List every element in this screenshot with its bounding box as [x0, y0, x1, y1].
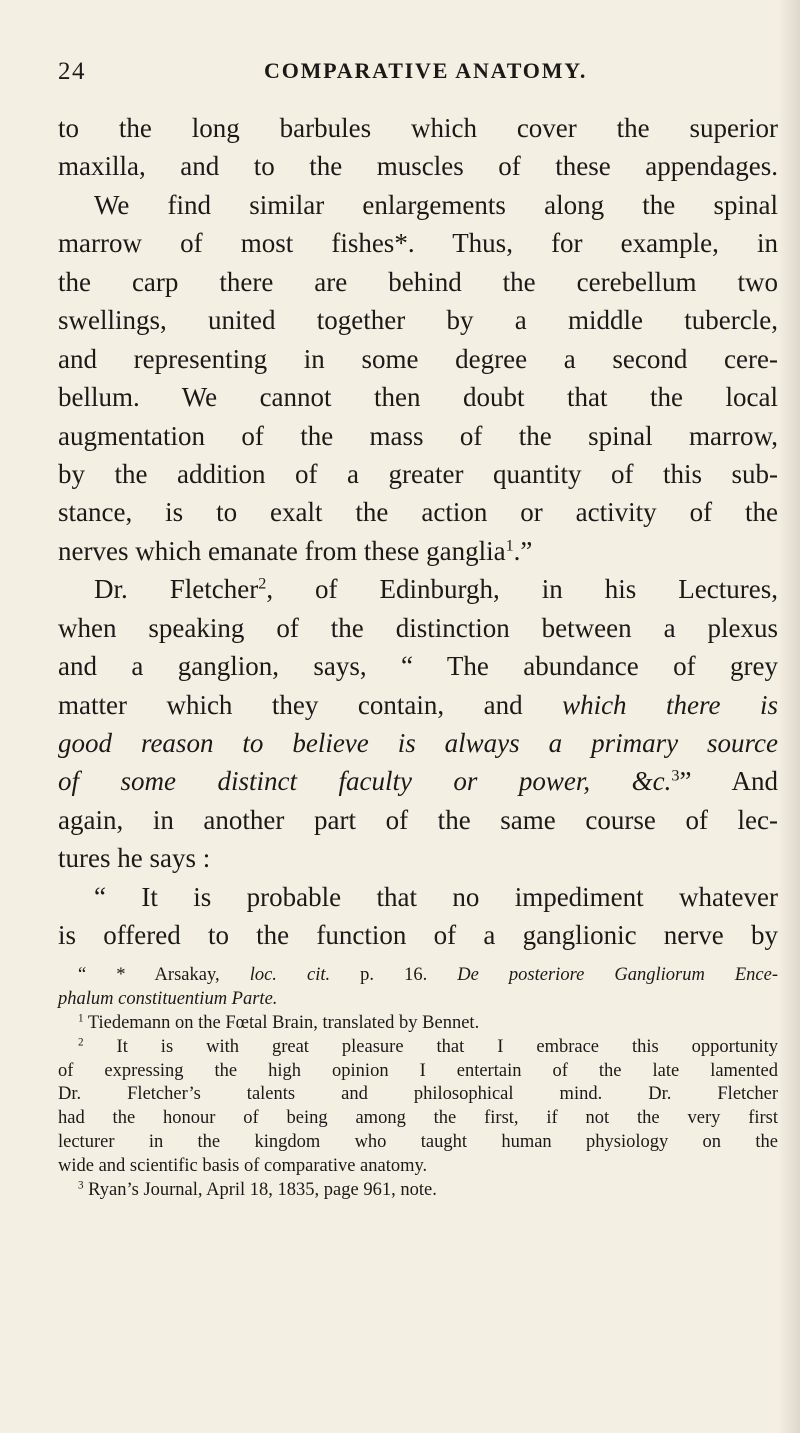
- italic-run: which there is: [562, 689, 779, 720]
- footnote-line: [58, 1179, 778, 1203]
- text-line: bellum. We cannot then doubt that the local: [58, 382, 778, 413]
- text-line: when speaking of the distinction between a plexus: [58, 612, 778, 643]
- footnote-line: [58, 988, 778, 1012]
- text-line: the carp there are behind the cerebellum two: [58, 266, 778, 297]
- italic-run: De posteriore Gangliorum Ence-: [457, 965, 778, 985]
- footnote-line: of expressing the high opinion I entertain of the late lamented: [58, 1060, 778, 1081]
- footnote-line: [58, 964, 778, 988]
- text-run: , of Edinburgh, in his Lectures,: [266, 574, 778, 605]
- running-head: [58, 58, 778, 98]
- footnote-line: [58, 1012, 778, 1036]
- text-run: It is with great pleasure that I embrace this opportunity: [116, 1036, 779, 1057]
- running-title: COMPARATIVE ANATOMY.: [264, 58, 588, 83]
- text-run: .”: [513, 535, 533, 566]
- page-number: 24: [58, 58, 86, 85]
- text-line: stance, is to exalt the action or activity of the: [58, 497, 778, 528]
- text-run: matter which they contain, and: [58, 689, 523, 720]
- body-text: [58, 109, 778, 955]
- text-line: [58, 724, 778, 762]
- text-line: “ It is probable that no impediment whatever: [94, 881, 778, 912]
- italic-run: phalum constituentium Parte.: [58, 988, 278, 1009]
- footnotes: [58, 964, 778, 1203]
- text-line: [58, 570, 778, 608]
- text-line: marrow of most fishes*. Thus, for example, in: [58, 228, 778, 259]
- italic-run: good reason to believe is always a primary source: [58, 728, 778, 758]
- text-line: and representing in some degree a second cere-: [58, 343, 778, 374]
- text-line: swellings, united together by a middle tubercle,: [58, 305, 778, 336]
- footnote-marker: 3: [78, 1179, 84, 1192]
- text-run: p. 16.: [360, 965, 428, 985]
- text-line: is offered to the function of a ganglionic nerve by: [58, 920, 778, 951]
- text-line: tures he says :: [58, 843, 211, 874]
- text-line: [58, 762, 778, 800]
- text-line: to the long barbules which cover the superior: [58, 113, 778, 143]
- text-line: again, in another part of the same course of lec-: [58, 804, 778, 835]
- text-run: Dr. Fletcher: [94, 574, 259, 605]
- footnote-ref: 2: [258, 574, 267, 593]
- footnote-line: had the honour of being among the first, if not the very first: [58, 1108, 778, 1129]
- page-spine-shadow: [778, 0, 800, 1433]
- text-run: ” And: [679, 766, 778, 797]
- text-line: maxilla, and to the muscles of these appendages.: [58, 151, 778, 182]
- footnote-line: [58, 1036, 778, 1060]
- footnote-line: lecturer in the kingdom who taught human physiology on the: [58, 1132, 778, 1153]
- footnote-line: Dr. Fletcher’s talents and philosophical mind. Dr. Fletcher: [58, 1084, 778, 1105]
- text-line: We find similar enlargements along the spinal: [94, 189, 778, 220]
- footnote-ref: 1: [505, 536, 514, 555]
- text-run: “ * Arsakay,: [78, 965, 220, 985]
- text-line: augmentation of the mass of the spinal marrow,: [58, 420, 778, 451]
- italic-run: loc. cit.: [249, 965, 331, 985]
- footnote-marker: 1: [78, 1012, 84, 1025]
- footnote-marker: 2: [78, 1036, 84, 1049]
- text-line: and a ganglion, says, “ The abundance of grey: [58, 651, 778, 682]
- italic-run: of some distinct faculty or power, &c.: [58, 766, 672, 797]
- text-line: by the addition of a greater quantity of this sub-: [58, 458, 778, 489]
- text-line: [58, 686, 778, 724]
- text-run: nerves which emanate from these ganglia: [58, 535, 506, 566]
- text-run: Ryan’s Journal, April 18, 1835, page 961, note.: [88, 1180, 437, 1201]
- text-run: Tiedemann on the Fœtal Brain, translated by Bennet.: [87, 1012, 480, 1033]
- text-line: [58, 532, 778, 570]
- footnote-line: wide and scientific basis of comparative anatomy.: [58, 1156, 428, 1177]
- footnote-ref: 3: [671, 766, 680, 785]
